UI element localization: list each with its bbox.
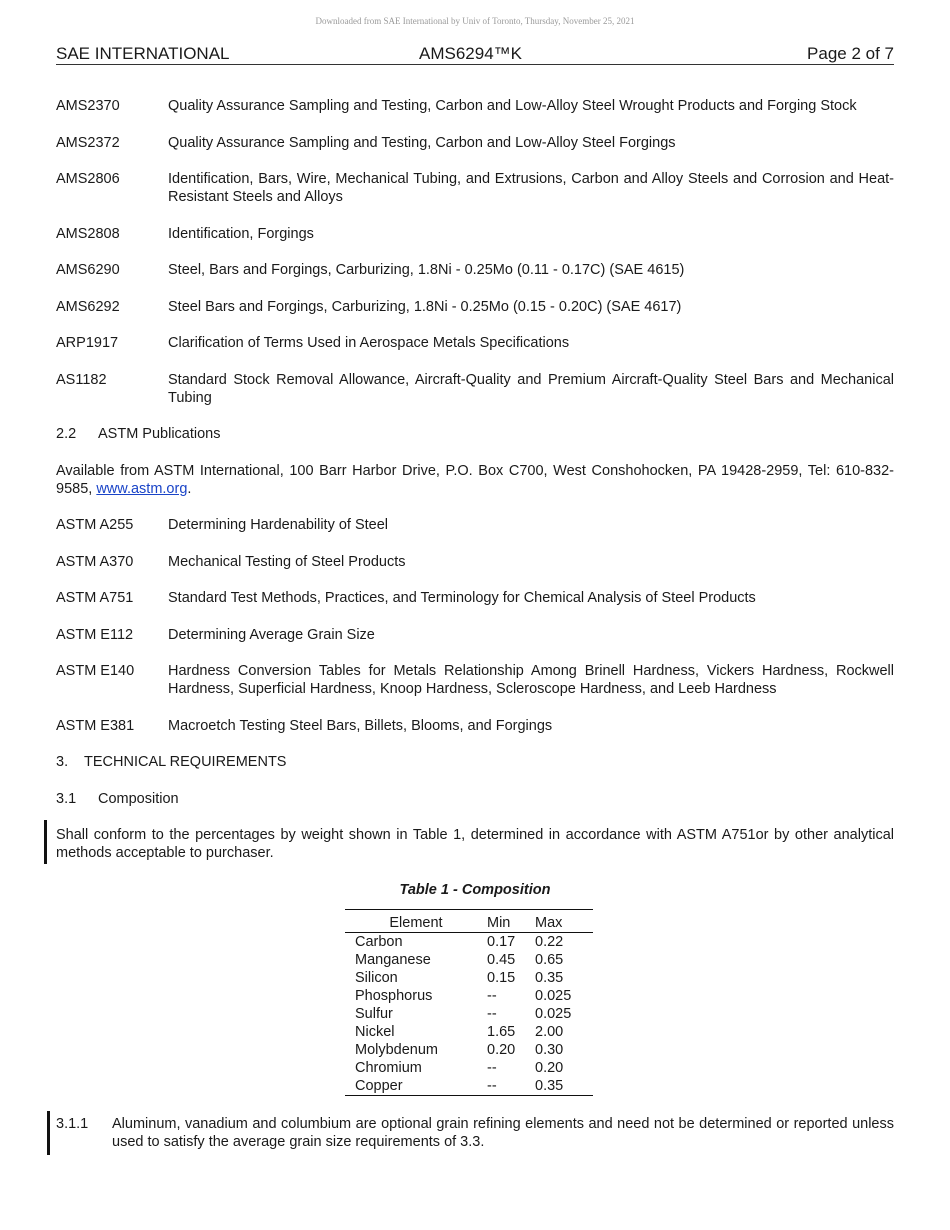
reference-row xyxy=(56,717,894,735)
reference-title: Mechanical Testing of Steel Products xyxy=(168,553,406,570)
cell-element: Copper xyxy=(355,1077,403,1094)
header-page-number: Page 2 of 7 xyxy=(807,44,894,63)
section-title: TECHNICAL REQUIREMENTS xyxy=(84,754,287,770)
section-number: 3. xyxy=(56,754,69,770)
table-1-title: Table 1 - Composition xyxy=(399,881,551,898)
section-title: ASTM Publications xyxy=(98,426,221,442)
cell-max: 0.30 xyxy=(535,1041,564,1058)
section-3-1-heading xyxy=(56,790,894,808)
reference-code: ARP1917 xyxy=(56,335,119,351)
reference-row xyxy=(56,97,894,115)
cell-min: -- xyxy=(487,987,497,1004)
reference-code: AMS6292 xyxy=(56,298,120,315)
sae-reference-list xyxy=(56,97,894,407)
reference-title: Clarification of Terms Used in Aerospace Metals Specifications xyxy=(168,335,570,351)
cell-element: Phosphorus xyxy=(355,987,433,1004)
reference-code: ASTM A751 xyxy=(56,590,134,606)
section-number: 3.1.1 xyxy=(56,1115,89,1132)
column-header-min: Min xyxy=(487,909,535,932)
table-row xyxy=(345,1005,593,1023)
table-row xyxy=(345,1077,593,1096)
reference-code: AS1182 xyxy=(56,371,107,388)
cell-element: Nickel xyxy=(355,1023,395,1040)
reference-code: AMS2370 xyxy=(56,98,120,114)
reference-title: Standard Test Methods, Practices, and Terminology for Chemical Analysis of Steel Products xyxy=(168,590,756,606)
page-header xyxy=(56,44,894,65)
download-watermark: Downloaded from SAE International by Univ of Toronto, Thursday, November 25, 2021 xyxy=(315,16,635,26)
column-header-element: Element xyxy=(345,909,487,932)
reference-row xyxy=(56,225,894,243)
cell-max: 0.65 xyxy=(535,951,564,968)
reference-title: Quality Assurance Sampling and Testing, Carbon and Low-Alloy Steel Wrought Products and Forging Stock xyxy=(168,98,857,114)
reference-row xyxy=(56,626,894,644)
cell-min: 0.15 xyxy=(487,969,516,986)
reference-row xyxy=(56,371,894,407)
reference-title: Steel, Bars and Forgings, Carburizing, 1.8Ni - 0.25Mo (0.11 - 0.17C) (SAE 4615) xyxy=(168,262,685,278)
astm-availability-text: Available from ASTM International, 100 Barr Harbor Drive, P.O. Box C700, West Conshohocken, PA 19428-2959, Tel: 610-832-9585, xyxy=(56,462,894,497)
section-number: 2.2 xyxy=(56,426,77,442)
cell-element: Chromium xyxy=(355,1059,422,1076)
section-2-2-heading xyxy=(56,425,894,443)
reference-row xyxy=(56,334,894,352)
reference-row xyxy=(56,553,894,571)
reference-title: Standard Stock Removal Allowance, Aircraft-Quality and Premium Aircraft-Quality Steel Bars and Mechanical Tubing xyxy=(168,371,894,406)
cell-min: 0.17 xyxy=(487,933,516,950)
reference-row xyxy=(56,134,894,152)
section-title: Composition xyxy=(98,790,179,807)
reference-title: Quality Assurance Sampling and Testing, Carbon and Low-Alloy Steel Forgings xyxy=(168,134,676,151)
cell-element: Manganese xyxy=(355,951,431,968)
cell-max: 0.20 xyxy=(535,1059,564,1076)
reference-title: Identification, Bars, Wire, Mechanical Tubing, and Extrusions, Carbon and Alloy Steels and Corrosion and Heat-Resistant Steels and Alloys xyxy=(168,171,894,205)
reference-row xyxy=(56,170,894,206)
change-bar xyxy=(47,1111,50,1155)
cell-max: 0.35 xyxy=(535,1077,564,1094)
cell-element: Molybdenum xyxy=(355,1041,439,1058)
change-bar xyxy=(44,820,47,864)
section-3-heading xyxy=(56,753,894,771)
cell-max: 2.00 xyxy=(535,1023,564,1040)
reference-code: ASTM E381 xyxy=(56,717,135,734)
reference-title: Macroetch Testing Steel Bars, Billets, Blooms, and Forgings xyxy=(168,717,553,734)
reference-row xyxy=(56,261,894,279)
astm-availability-paragraph xyxy=(56,462,894,498)
reference-code: ASTM A255 xyxy=(56,517,134,533)
reference-code: AMS2808 xyxy=(56,225,120,242)
reference-title: Hardness Conversion Tables for Metals Relationship Among Brinell Hardness, Vickers Hardness, Rockwell Hardness, Superficial Hardness, Knoop Hardness, Scleroscope Hardness, and Leeb Hardness xyxy=(168,663,894,697)
cell-element: Sulfur xyxy=(355,1005,393,1022)
cell-min: -- xyxy=(487,1059,497,1076)
cell-min: -- xyxy=(487,1005,497,1022)
cell-min: -- xyxy=(487,1077,497,1094)
cell-min: 0.20 xyxy=(487,1041,516,1058)
cell-max: 0.22 xyxy=(535,933,564,950)
composition-paragraph: Shall conform to the percentages by weight shown in Table 1, determined in accordance with ASTM A751or by other analytical methods acceptable to purchaser. xyxy=(56,827,894,861)
section-3-1-1-text: Aluminum, vanadium and columbium are optional grain refining elements and need not be determined or reported unless used to satisfy the average grain size requirements of 3.3. xyxy=(112,1115,894,1150)
header-org: SAE INTERNATIONAL xyxy=(56,44,230,63)
header-doc-id: AMS6294™K xyxy=(419,44,522,63)
cell-min: 0.45 xyxy=(487,951,516,968)
reference-code: ASTM E140 xyxy=(56,663,135,679)
reference-code: AMS2806 xyxy=(56,171,120,187)
reference-code: AMS2372 xyxy=(56,134,120,151)
table-row xyxy=(345,1023,593,1041)
table-header-row xyxy=(345,909,593,932)
astm-availability-end: . xyxy=(187,480,192,497)
cell-max: 0.025 xyxy=(535,987,572,1004)
reference-row xyxy=(56,589,894,607)
cell-element: Carbon xyxy=(355,933,403,950)
reference-code: ASTM E112 xyxy=(56,626,134,643)
section-3-1-1 xyxy=(56,1115,894,1151)
astm-reference-list xyxy=(56,516,894,735)
table-row xyxy=(345,1041,593,1059)
reference-title: Determining Average Grain Size xyxy=(168,626,375,643)
table-row xyxy=(345,951,593,969)
table-row xyxy=(345,1059,593,1077)
composition-table xyxy=(345,909,593,1096)
page-body xyxy=(56,97,894,1151)
cell-max: 0.025 xyxy=(535,1005,572,1022)
table-row xyxy=(345,932,593,951)
table-row xyxy=(345,969,593,987)
astm-website-link[interactable]: www.astm.org xyxy=(96,480,188,497)
reference-title: Determining Hardenability of Steel xyxy=(168,517,389,533)
column-header-max: Max xyxy=(535,909,593,932)
reference-row xyxy=(56,298,894,316)
table-row xyxy=(345,987,593,1005)
reference-row xyxy=(56,662,894,698)
section-number: 3.1 xyxy=(56,790,77,807)
cell-min: 1.65 xyxy=(487,1023,516,1040)
reference-code: ASTM A370 xyxy=(56,553,134,570)
reference-title: Identification, Forgings xyxy=(168,225,314,242)
reference-title: Steel Bars and Forgings, Carburizing, 1.8Ni - 0.25Mo (0.15 - 0.20C) (SAE 4617) xyxy=(168,298,682,315)
reference-code: AMS6290 xyxy=(56,262,120,278)
cell-element: Silicon xyxy=(355,969,398,986)
reference-row xyxy=(56,516,894,534)
cell-max: 0.35 xyxy=(535,969,564,986)
